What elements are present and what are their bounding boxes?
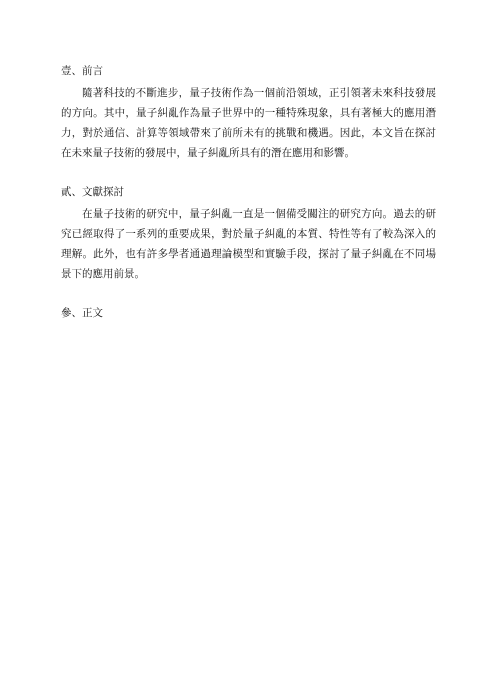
section-heading: 參、正文 [61,307,103,319]
section-main-text [61,304,436,322]
section-paragraph: 在量子技術的研究中，量子糾亂一直是一個備受關注的研究方向。過去的研究已經取得了一系列的重要成果，對於量子糾亂的本質、特性等有了較為深入的理解。此外，也有許多學者通過理論模型和實驗手段，探討了量子糾亂在不同場景下的應用前景。 [61,208,436,280]
section-heading: 壹、前言 [61,65,103,77]
section-literature-review [61,183,436,284]
section-paragraph: 隨著科技的不斷進步，量子技術作為一個前沿領域，正引領著未來科技發展的方向。其中，量子糾亂作為量子世界中的一種特殊現象，具有著極大的應用潛力，對於通信、計算等領域帶來了前所未有的挑戰和機遇。因此，本文旨在探討在未來量子技術的發展中，量子糾亂所具有的潛在應用和影響。 [61,87,436,159]
section-heading: 貳、文獻探討 [61,186,124,198]
document-body [61,62,436,322]
section-introduction [61,62,436,163]
